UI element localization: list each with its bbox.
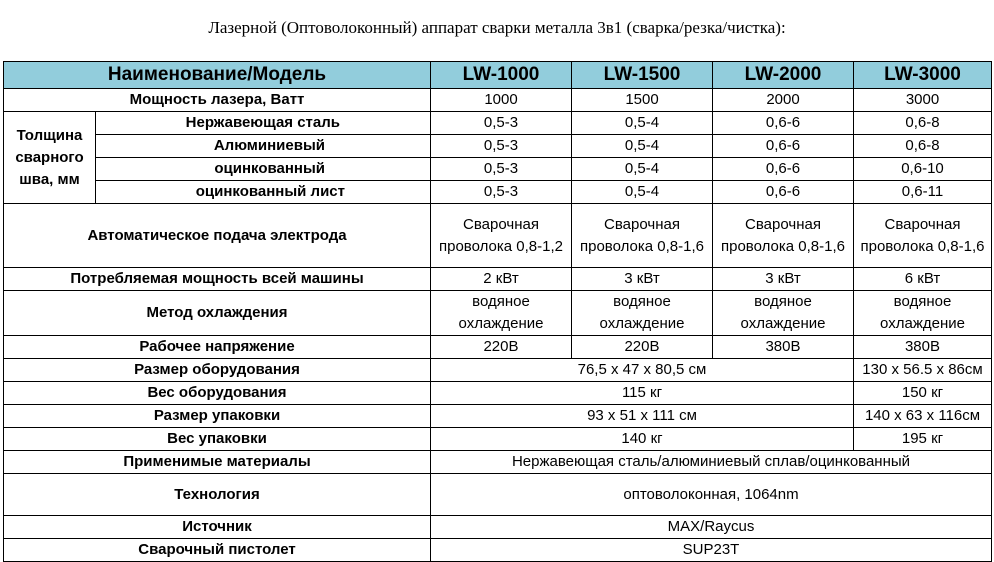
table-row [4,112,992,135]
row-group-thickness: Толщина сварного шва, мм [4,112,96,204]
spec-table [3,61,992,562]
cell-wire-feed-3: Сварочная проволока 0,8-1,6 [713,204,854,268]
cell-cooling-1: водяное охлаждение [431,291,572,336]
cell-voltage-4: 380В [854,336,992,359]
row-label-wire-feed: Автоматическое подача электрода [4,204,431,268]
cell-voltage-1: 220В [431,336,572,359]
cell-source: MAX/Raycus [431,516,992,539]
cell-power-4: 3000 [854,89,992,112]
header-name-model: Наименование/Модель [4,62,431,89]
row-label-pack-size: Размер упаковки [4,405,431,428]
cell-voltage-2: 220В [572,336,713,359]
cell-power-3: 2000 [713,89,854,112]
cell-power-1: 1000 [431,89,572,112]
row-label-technology: Технология [4,474,431,516]
cell-consumption-3: 3 кВт [713,268,854,291]
table-row [4,336,992,359]
cell-pack-weight-small: 140 кг [431,428,854,451]
table-row [4,474,992,516]
cell-galvanized-3: 0,6-6 [713,158,854,181]
cell-stainless-4: 0,6-8 [854,112,992,135]
cell-aluminium-1: 0,5-3 [431,135,572,158]
row-label-stainless: Нержавеющая сталь [96,112,431,135]
table-row [4,291,992,336]
cell-power-2: 1500 [572,89,713,112]
table-row [4,382,992,405]
cell-cooling-4: водяное охлаждение [854,291,992,336]
cell-aluminium-3: 0,6-6 [713,135,854,158]
row-label-size: Размер оборудования [4,359,431,382]
cell-galvanized-2: 0,5-4 [572,158,713,181]
cell-consumption-4: 6 кВт [854,268,992,291]
table-row [4,428,992,451]
cell-pack-size-small: 93 х 51 х 111 см [431,405,854,428]
cell-cooling-3: водяное охлаждение [713,291,854,336]
row-label-galvanized-sheet: оцинкованный лист [96,181,431,204]
table-row [4,539,992,562]
table-row [4,359,992,382]
cell-wire-feed-2: Сварочная проволока 0,8-1,6 [572,204,713,268]
table-header-row [4,62,992,89]
cell-consumption-1: 2 кВт [431,268,572,291]
table-row [4,204,992,268]
table-row [4,405,992,428]
cell-size-large: 130 х 56.5 х 86см [854,359,992,382]
cell-size-small: 76,5 х 47 х 80,5 см [431,359,854,382]
page-title: Лазерной (Оптоволоконный) аппарат сварки металла 3в1 (сварка/резка/чистка): [208,18,786,37]
cell-stainless-3: 0,6-6 [713,112,854,135]
header-model-3: LW-2000 [713,62,854,89]
cell-pack-weight-large: 195 кг [854,428,992,451]
row-label-source: Источник [4,516,431,539]
cell-wire-feed-1: Сварочная проволока 0,8-1,2 [431,204,572,268]
row-label-power: Мощность лазера, Ватт [4,89,431,112]
cell-galvanized-sheet-3: 0,6-6 [713,181,854,204]
cell-stainless-2: 0,5-4 [572,112,713,135]
header-model-1: LW-1000 [431,62,572,89]
row-label-voltage: Рабочее напряжение [4,336,431,359]
table-row [4,158,992,181]
cell-weight-small: 115 кг [431,382,854,405]
row-label-pack-weight: Вес упаковки [4,428,431,451]
cell-technology: оптоволоконная, 1064nm [431,474,992,516]
cell-consumption-2: 3 кВт [572,268,713,291]
table-row [4,89,992,112]
table-row [4,451,992,474]
table-row [4,135,992,158]
cell-materials: Нержавеющая сталь/алюминиевый сплав/оцинкованный [431,451,992,474]
row-label-galvanized: оцинкованный [96,158,431,181]
cell-aluminium-4: 0,6-8 [854,135,992,158]
row-label-cooling: Метод охлаждения [4,291,431,336]
row-label-materials: Применимые материалы [4,451,431,474]
cell-aluminium-2: 0,5-4 [572,135,713,158]
cell-galvanized-sheet-4: 0,6-11 [854,181,992,204]
cell-galvanized-sheet-2: 0,5-4 [572,181,713,204]
cell-pack-size-large: 140 х 63 х 116см [854,405,992,428]
cell-galvanized-1: 0,5-3 [431,158,572,181]
cell-cooling-2: водяное охлаждение [572,291,713,336]
table-row [4,516,992,539]
row-label-aluminium: Алюминиевый [96,135,431,158]
cell-galvanized-4: 0,6-10 [854,158,992,181]
cell-weight-large: 150 кг [854,382,992,405]
cell-galvanized-sheet-1: 0,5-3 [431,181,572,204]
header-model-4: LW-3000 [854,62,992,89]
table-row [4,181,992,204]
header-model-2: LW-1500 [572,62,713,89]
cell-stainless-1: 0,5-3 [431,112,572,135]
row-label-consumption: Потребляемая мощность всей машины [4,268,431,291]
cell-gun: SUP23T [431,539,992,562]
row-label-gun: Сварочный пистолет [4,539,431,562]
cell-voltage-3: 380В [713,336,854,359]
cell-wire-feed-4: Сварочная проволока 0,8-1,6 [854,204,992,268]
table-row [4,268,992,291]
row-label-weight: Вес оборудования [4,382,431,405]
